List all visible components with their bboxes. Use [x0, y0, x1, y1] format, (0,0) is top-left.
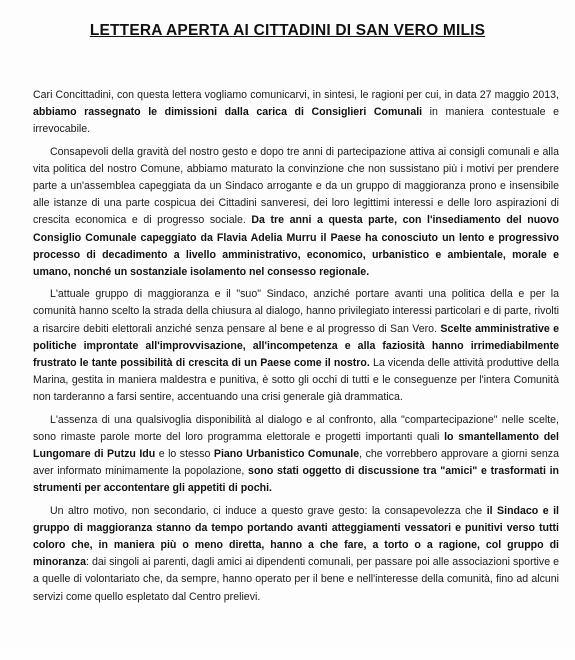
paragraph: [33, 503, 559, 606]
text-run: Consapevoli della gravità del nostro gesto e dopo tre anni di partecipazione attiva ai consigli comunali e alla vita politica del nostro Comune, abbiamo maturato la convinzione che non sussistano più i motivi per prendere parte a un'assemblea capeggiata da un Sindaco arrogante e da un gruppo di maggioranza prono e insensibile alle istanze di una parte cospicua dei Cittadini sanveresi, dei loro legittimi interessi e delle loro aspirazioni di crescita economica e di progresso sociale.: [33, 145, 559, 227]
letter-body: [33, 87, 559, 611]
text-run: in maniera contestuale e irrevocabile.: [33, 106, 560, 136]
text-run: e lo stesso: [155, 448, 214, 461]
text-run: Un altro motivo, non secondario, ci induce a questo grave gesto: la consapevolezza che: [50, 504, 487, 517]
bold-run: Scelte amministrative e politiche improntate all'improvvisazione, all'incompetenza e alla faziosità hanno irrimediabilmente frustrato le tante possibilità di crescita di un Paese come il nostro.: [33, 322, 559, 370]
text-run: : dai singoli ai parenti, dagli amici ai dipendenti comunali, per passare poi alle associazioni sportive e a quelle di volontariato che, da sempre, hanno operato per il bene e nell'interesse della comunità, fino ad alcuni servizi come quello espletato dal Centro prelievi.: [33, 556, 559, 603]
text-run: L'assenza di una qualsivoglia disponibilità al dialogo e al confronto, alla "compartecipazione" nelle scelte, sono rimaste parole morte del loro programma elettorale e progetti importanti quali: [33, 413, 559, 443]
bold-run: sono stati oggetto di discussione tra "amici" e trasformati in strumenti per accontentare gli appetiti di pochi.: [33, 465, 559, 495]
bold-run: il Sindaco e il gruppo di maggioranza stanno da tempo portando avanti atteggiamenti vessatori e punitivi verso tutti coloro che, in maniera più o meno diretta, hanno a che fare, a torto o a ragione, col gruppo di minoranza: [33, 504, 559, 569]
text-run: , che vorrebbero approvare a giorni senza aver informato minimamente la popolazione,: [33, 448, 560, 478]
bold-run: Piano Urbanistico Comunale: [213, 448, 360, 461]
paragraph: [33, 412, 559, 498]
letter-title: LETTERA APERTA AI CITTADINI DI SAN VERO MILIS: [89, 22, 486, 39]
text-run: La vicenda delle attività produttive della Marina, gestita in maniera maldestra e punitiva, è sotto gli occhi di tutti e le conseguenze per l'intera Comunità non tarderanno a farsi sentire, accentuando una crisi generale già drammatica.: [33, 357, 559, 404]
paragraph: [33, 144, 559, 282]
text-run: L'attuale gruppo di maggioranza e il "suo" Sindaco, anziché portare avanti una politica della e per la comunità hanno scelto la strada della chiusura al dialogo, hanno privilegiato interessi particolari e di parte, rivolti a risarcire debiti elettorali anziché senza pensare al bene e al progresso di San Vero.: [33, 288, 559, 335]
paragraph: [33, 286, 559, 406]
bold-run: abbiamo rassegnato le dimissioni dalla carica di Consiglieri Comunali: [33, 106, 423, 119]
bold-run: Da tre anni a questa parte, con l'insediamento del nuovo Consiglio Comunale capeggiato da Flavia Adelia Murru il Paese ha conosciuto un lento e progressivo processo di decadimento a livello amministrativo, economico, urbanistico e ambientale, morale e umano, nonché un sostanziale isolamento nel consesso regionale.: [33, 214, 559, 279]
bold-run: lo smantellamento del Lungomare di Putzu Idu: [33, 430, 559, 461]
text-run: Cari Concittadini, con questa lettera vogliamo comunicarvi, in sintesi, le ragioni per cui, in data 27 maggio 2013,: [33, 89, 559, 101]
page-bottom-fade: [0, 642, 575, 660]
paragraph: [33, 87, 559, 139]
